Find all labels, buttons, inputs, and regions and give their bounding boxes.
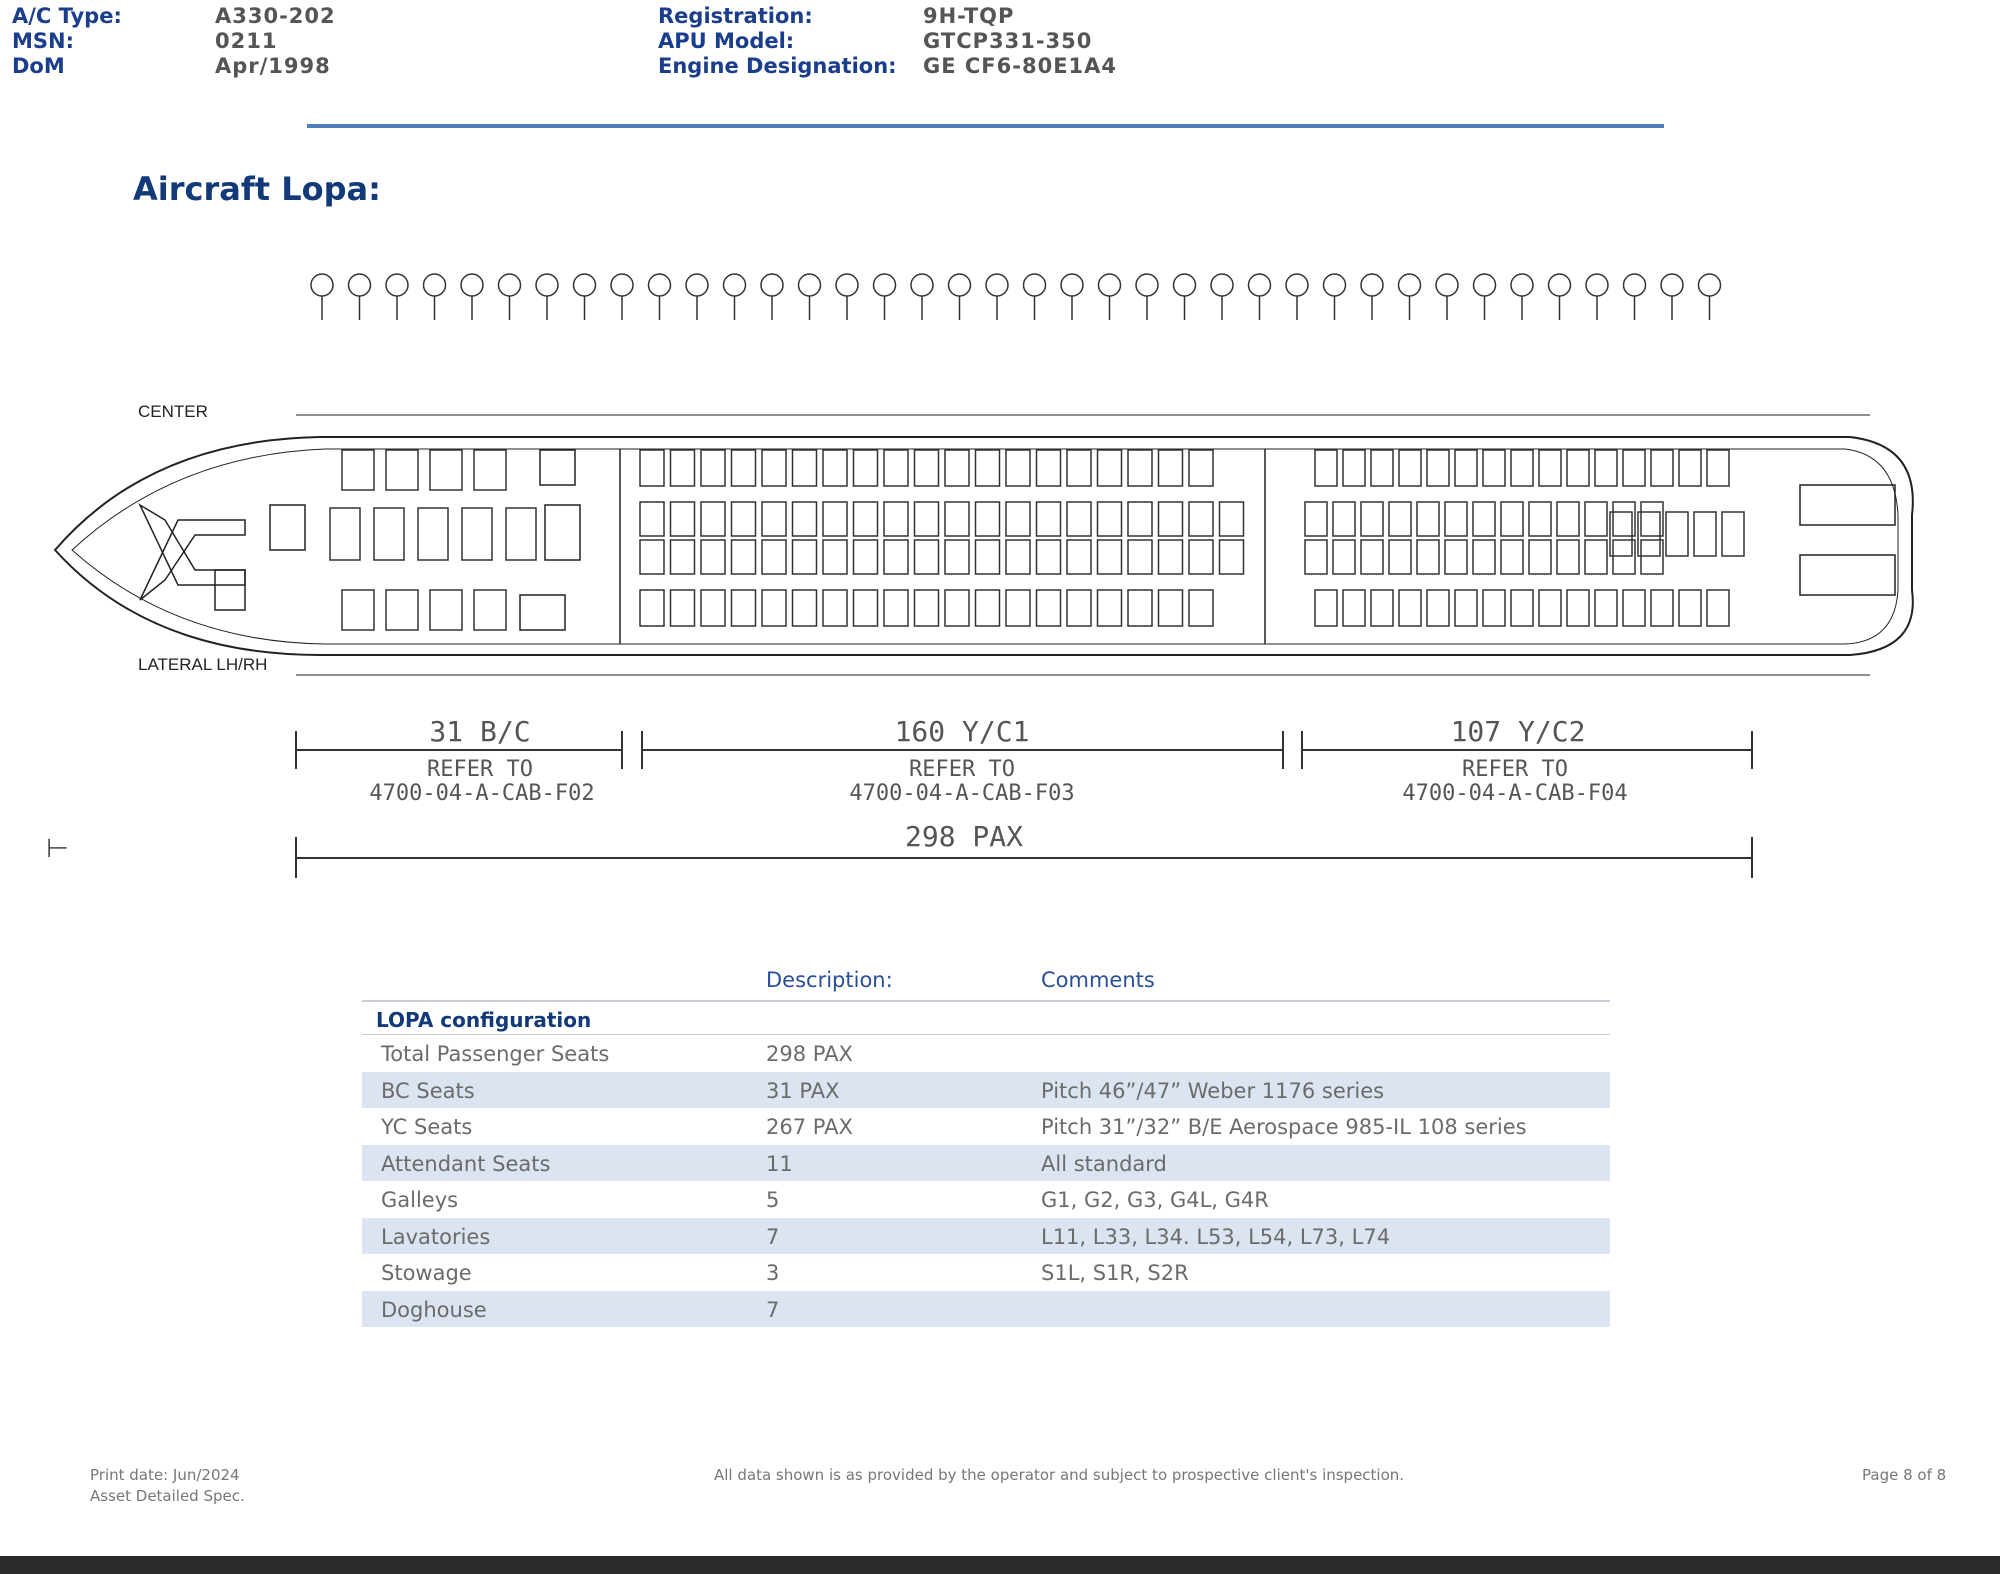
seat	[1473, 540, 1495, 574]
row-item: YC Seats	[381, 1115, 473, 1139]
seat	[1098, 540, 1122, 574]
seat	[1037, 590, 1061, 626]
seat	[884, 450, 908, 486]
seat	[1361, 502, 1383, 536]
row-description: 3	[766, 1261, 780, 1285]
seat	[1371, 450, 1393, 486]
seat	[1623, 450, 1645, 486]
seat	[732, 450, 756, 486]
header-right-values	[923, 4, 1117, 79]
seat	[1623, 590, 1645, 626]
seat	[1067, 540, 1091, 574]
row-description: 7	[766, 1224, 780, 1249]
row-item: Attendant Seats	[381, 1151, 551, 1176]
zone-bc-class: 31 B/C	[429, 715, 531, 748]
seat	[1445, 540, 1467, 574]
marker-circle	[1661, 274, 1683, 296]
seat	[793, 450, 817, 486]
seat	[374, 508, 404, 560]
seat	[915, 450, 939, 486]
seat	[1679, 450, 1701, 486]
seat	[430, 590, 462, 630]
seat	[854, 540, 878, 574]
dom-label: DoM	[12, 54, 65, 78]
marker-circle	[461, 274, 483, 296]
seat	[1455, 590, 1477, 626]
seat	[1707, 450, 1729, 486]
msn-label: MSN:	[12, 29, 74, 53]
table-section-title: LOPA configuration	[362, 1002, 1610, 1035]
seat	[701, 540, 725, 574]
header-divider	[307, 124, 1664, 128]
table-row	[362, 1181, 1610, 1218]
seat	[1529, 502, 1551, 536]
marker-circle	[874, 274, 896, 296]
marker-circle	[611, 274, 633, 296]
marker-circle	[1174, 274, 1196, 296]
print-date: Print date: Jun/2024	[90, 1466, 240, 1484]
zone-bc-doc: 4700-04-A-CAB-F02	[369, 781, 595, 806]
seat	[976, 450, 1000, 486]
fuselage-outline	[55, 415, 1913, 675]
seat	[1128, 450, 1152, 486]
seat	[1557, 540, 1579, 574]
apu-model-value: GTCP331-350	[923, 29, 1093, 53]
seat	[1483, 450, 1505, 486]
row-item: Doghouse	[381, 1297, 487, 1322]
seat	[1305, 502, 1327, 536]
seat	[418, 508, 448, 560]
marker-circle	[1211, 274, 1233, 296]
seat	[1159, 450, 1183, 486]
zone-yc1-refer: REFER TO	[909, 757, 1015, 782]
seat	[1333, 540, 1355, 574]
marker-circle	[311, 274, 333, 296]
seat	[732, 502, 756, 536]
seat	[762, 590, 786, 626]
seat	[1585, 540, 1607, 574]
label-lateral: LATERAL LH/RH	[138, 655, 268, 674]
seat	[1037, 540, 1061, 574]
ac-type-label: A/C Type:	[12, 4, 122, 28]
engine-designation-value: GE CF6-80E1A4	[923, 54, 1118, 78]
seat	[976, 502, 1000, 536]
page-number: Page 8 of 8	[1862, 1466, 1947, 1484]
seat	[474, 450, 506, 490]
seat	[1067, 450, 1091, 486]
seat	[976, 590, 1000, 626]
total-pax: 298 PAX	[904, 820, 1024, 853]
marker-row	[311, 274, 1721, 320]
marker-circle	[724, 274, 746, 296]
seat	[945, 590, 969, 626]
seat	[701, 590, 725, 626]
seat	[474, 590, 506, 630]
marker-circle	[349, 274, 371, 296]
marker-circle	[1624, 274, 1646, 296]
row-description: 31 PAX	[766, 1078, 840, 1103]
row-item: Total Passenger Seats	[381, 1042, 610, 1066]
seat	[1427, 590, 1449, 626]
seat-map	[330, 450, 1744, 630]
table-row	[362, 1291, 1610, 1328]
row-description: 298 PAX	[766, 1042, 853, 1066]
marker-circle	[1136, 274, 1158, 296]
seat	[762, 502, 786, 536]
seat	[1343, 590, 1365, 626]
seat	[1159, 590, 1183, 626]
seat	[884, 590, 908, 626]
marker-circle	[1436, 274, 1458, 296]
seat	[1707, 590, 1729, 626]
seat	[1722, 512, 1744, 556]
marker-circle	[1286, 274, 1308, 296]
zone-yc2-class: 107 Y/C2	[1450, 715, 1586, 748]
marker-circle	[386, 274, 408, 296]
seat	[1595, 450, 1617, 486]
seat	[1343, 450, 1365, 486]
seat	[1651, 590, 1673, 626]
row-comment: S1L, S1R, S2R	[1041, 1261, 1189, 1285]
seat	[671, 540, 695, 574]
seat	[1037, 502, 1061, 536]
doc-name: Asset Detailed Spec.	[90, 1487, 245, 1505]
footer-left	[90, 1465, 245, 1507]
seat	[1585, 502, 1607, 536]
engine-designation-label: Engine Designation:	[658, 54, 897, 78]
header-left-values	[215, 4, 336, 79]
seat	[1220, 540, 1244, 574]
seat	[1399, 450, 1421, 486]
col-description: Description:	[766, 968, 893, 992]
table-row	[362, 1254, 1610, 1291]
seat	[1371, 590, 1393, 626]
seat	[1539, 590, 1561, 626]
seat	[732, 540, 756, 574]
seat	[430, 450, 462, 490]
seat	[1651, 450, 1673, 486]
marker-circle	[1549, 274, 1571, 296]
seat	[884, 540, 908, 574]
seat	[671, 590, 695, 626]
marker-circle	[911, 274, 933, 296]
seat	[640, 502, 664, 536]
msn-value: 0211	[215, 29, 278, 53]
marker-circle	[574, 274, 596, 296]
table-header	[362, 962, 1610, 1002]
seat	[1473, 502, 1495, 536]
dom-row	[12, 54, 122, 79]
seat	[732, 590, 756, 626]
row-comment: Pitch 31”/32” B/E Aerospace 985-IL 108 series	[1041, 1115, 1527, 1139]
seat	[1511, 450, 1533, 486]
marker-circle	[1361, 274, 1383, 296]
seat	[1006, 450, 1030, 486]
seat	[1389, 540, 1411, 574]
seat	[1315, 450, 1337, 486]
seat	[915, 502, 939, 536]
seat	[1417, 540, 1439, 574]
marker-circle	[799, 274, 821, 296]
row-comment: L11, L33, L34. L53, L54, L73, L74	[1041, 1224, 1391, 1249]
table-row	[362, 1218, 1610, 1255]
row-description: 7	[766, 1297, 780, 1322]
seat	[823, 502, 847, 536]
seat	[506, 508, 536, 560]
seat	[1315, 590, 1337, 626]
seat	[915, 540, 939, 574]
row-item: Stowage	[381, 1261, 472, 1285]
seat	[342, 450, 374, 490]
seat	[854, 502, 878, 536]
registration-label: Registration:	[658, 4, 813, 28]
seat	[762, 540, 786, 574]
marker-circle	[649, 274, 671, 296]
marker-circle	[761, 274, 783, 296]
seat	[1189, 502, 1213, 536]
table-body	[362, 1035, 1610, 1327]
table-row	[362, 1145, 1610, 1182]
seat	[915, 590, 939, 626]
row-comment: G1, G2, G3, G4L, G4R	[1041, 1188, 1269, 1212]
seat	[1595, 590, 1617, 626]
header-right	[658, 4, 897, 79]
ac-type-value: A330-202	[215, 4, 336, 28]
seat	[1098, 502, 1122, 536]
seat	[762, 450, 786, 486]
seat	[1128, 502, 1152, 536]
seat	[1666, 512, 1688, 556]
seat	[1427, 450, 1449, 486]
seat	[1189, 590, 1213, 626]
marker-circle	[424, 274, 446, 296]
row-item: BC Seats	[381, 1078, 475, 1103]
marker-circle	[1474, 274, 1496, 296]
seat	[1098, 450, 1122, 486]
seat	[701, 450, 725, 486]
seat	[671, 502, 695, 536]
seat	[1417, 502, 1439, 536]
marker-circle	[536, 274, 558, 296]
seat	[945, 540, 969, 574]
row-description: 5	[766, 1188, 780, 1212]
row-comment: Pitch 46”/47” Weber 1176 series	[1041, 1078, 1385, 1103]
footer-disclaimer: All data shown is as provided by the operator and subject to prospective client's inspection.	[714, 1466, 1405, 1484]
seat	[671, 450, 695, 486]
seat	[1128, 590, 1152, 626]
seat	[1128, 540, 1152, 574]
seat	[1529, 540, 1551, 574]
seat	[386, 590, 418, 630]
marker-circle	[949, 274, 971, 296]
seat	[1159, 540, 1183, 574]
seat	[1567, 450, 1589, 486]
lopa-diagram	[0, 250, 2000, 890]
seat	[1483, 590, 1505, 626]
seat	[823, 540, 847, 574]
marker-circle	[1324, 274, 1346, 296]
seat	[1006, 502, 1030, 536]
marker-circle	[499, 274, 521, 296]
seat	[1220, 502, 1244, 536]
seat	[342, 590, 374, 630]
dom-value: Apr/1998	[215, 54, 331, 78]
table-row	[362, 1108, 1610, 1145]
seat	[1305, 540, 1327, 574]
marker-circle	[1586, 274, 1608, 296]
row-item: Lavatories	[381, 1224, 491, 1249]
marker-circle	[1061, 274, 1083, 296]
row-description: 267 PAX	[766, 1115, 853, 1139]
margin-tick: ⊢	[46, 834, 69, 864]
seat	[1511, 590, 1533, 626]
seat	[1189, 540, 1213, 574]
ac-type-row	[12, 4, 122, 29]
zone-yc2-refer: REFER TO	[1462, 757, 1568, 782]
seat	[884, 502, 908, 536]
seat	[701, 502, 725, 536]
seat	[793, 590, 817, 626]
zone-yc2-doc: 4700-04-A-CAB-F04	[1402, 781, 1628, 806]
seat	[945, 450, 969, 486]
registration-value: 9H-TQP	[923, 4, 1015, 28]
marker-circle	[1511, 274, 1533, 296]
seat	[1189, 450, 1213, 486]
seat	[330, 508, 360, 560]
row-description: 11	[766, 1151, 793, 1176]
seat	[1399, 590, 1421, 626]
seat	[1694, 512, 1716, 556]
seat	[1006, 540, 1030, 574]
apu-model-label: APU Model:	[658, 29, 795, 53]
marker-circle	[1699, 274, 1721, 296]
seat	[976, 540, 1000, 574]
seat	[793, 540, 817, 574]
seat	[1557, 502, 1579, 536]
marker-circle	[686, 274, 708, 296]
row-item: Galleys	[381, 1188, 459, 1212]
marker-circle	[1024, 274, 1046, 296]
seat	[640, 590, 664, 626]
seat	[1455, 450, 1477, 486]
col-comments: Comments	[1041, 968, 1155, 992]
seat	[945, 502, 969, 536]
lopa-config-table	[362, 962, 1610, 1327]
seat	[1445, 502, 1467, 536]
label-center: CENTER	[138, 402, 208, 421]
marker-circle	[1249, 274, 1271, 296]
seat	[793, 502, 817, 536]
section-title: Aircraft Lopa:	[133, 170, 381, 208]
seat	[823, 590, 847, 626]
seat	[386, 450, 418, 490]
seat	[1067, 590, 1091, 626]
msn-row	[12, 29, 122, 54]
marker-circle	[986, 274, 1008, 296]
zone-yc1-doc: 4700-04-A-CAB-F03	[849, 781, 1075, 806]
marker-circle	[1399, 274, 1421, 296]
seat	[854, 590, 878, 626]
marker-circle	[836, 274, 858, 296]
seat	[854, 450, 878, 486]
row-comment: All standard	[1041, 1151, 1167, 1176]
header-left	[12, 4, 122, 79]
table-row	[362, 1035, 1610, 1072]
seat	[1006, 590, 1030, 626]
bottom-bar	[0, 1556, 2000, 1574]
seat	[1333, 502, 1355, 536]
seat	[1098, 590, 1122, 626]
seat	[1539, 450, 1561, 486]
seat	[1159, 502, 1183, 536]
seat	[1067, 502, 1091, 536]
seat	[1501, 540, 1523, 574]
seat	[1679, 590, 1701, 626]
table-row	[362, 1072, 1610, 1109]
seat	[1389, 502, 1411, 536]
seat	[1037, 450, 1061, 486]
seat	[1567, 590, 1589, 626]
seat	[462, 508, 492, 560]
seat	[1501, 502, 1523, 536]
seat	[640, 540, 664, 574]
zone-bc-refer: REFER TO	[427, 757, 533, 782]
seat	[640, 450, 664, 486]
seat	[1361, 540, 1383, 574]
zone-yc1-class: 160 Y/C1	[894, 715, 1030, 748]
seat	[823, 450, 847, 486]
marker-circle	[1099, 274, 1121, 296]
